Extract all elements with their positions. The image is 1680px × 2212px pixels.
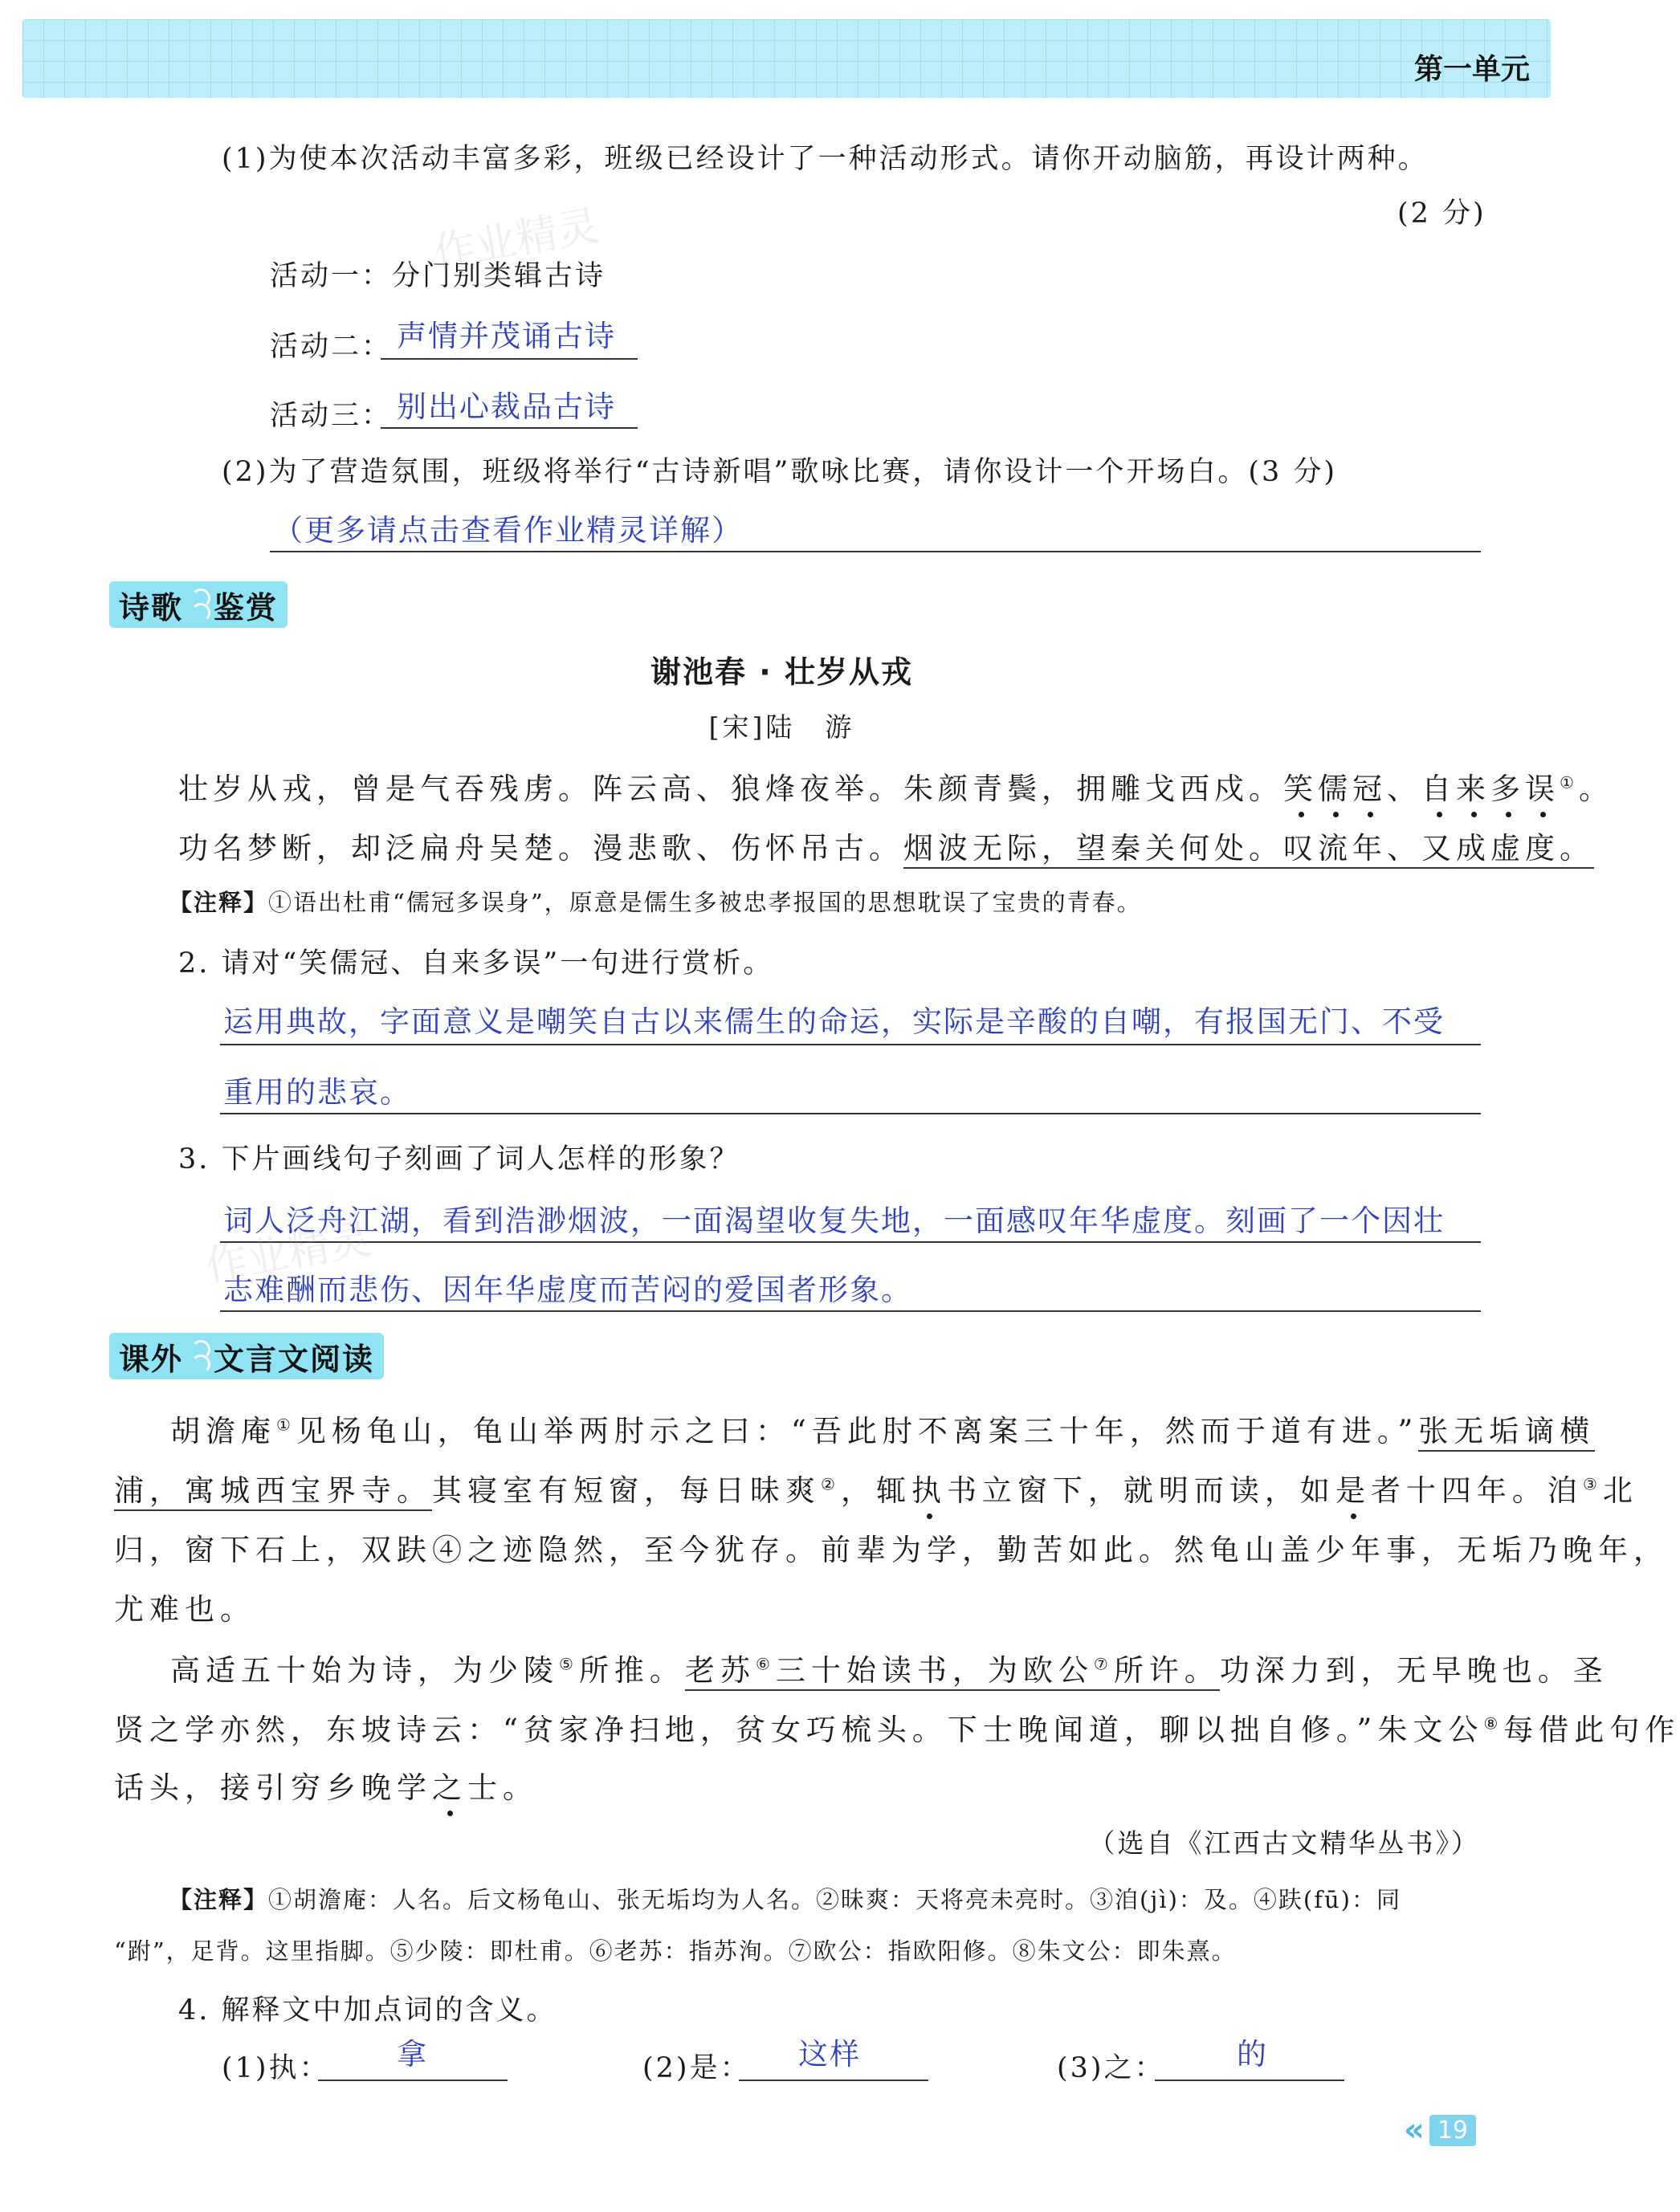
dotted-char: 冠 bbox=[1352, 772, 1387, 806]
poem-line-1-text: 壮岁从戎，曾是气吞残虏。阵云高、狼烽夜举。朱颜青鬓，拥雕戈西戍。 bbox=[178, 772, 1283, 806]
poetry-q2-answer-line-2: 重用的悲哀。 bbox=[223, 1075, 411, 1110]
passage-text: 功深力到，无早晚也。圣 bbox=[1219, 1653, 1609, 1688]
poem-punct: 、 bbox=[1387, 772, 1421, 806]
passage-note-line-2: “跗”，足背。这里指脚。⑤少陵：即杜甫。⑥老苏：指苏洵。⑦欧公：指欧阳修。⑧朱文公：即朱熹。 bbox=[114, 1937, 1237, 1965]
q4-3-answer: 的 bbox=[1237, 2037, 1268, 2071]
passage-text: 其寝室有短窗，每日昧爽 bbox=[432, 1473, 821, 1508]
poetry-question-3: 3. 下片画线句子刻画了词人怎样的形象？ bbox=[178, 1143, 740, 1175]
passage-note-line-1 bbox=[169, 1882, 1401, 1915]
q4-3-label: (3)之： bbox=[1057, 2052, 1165, 2084]
footnote-mark: ① bbox=[276, 1415, 296, 1435]
dotted-char: 是 bbox=[1335, 1473, 1371, 1508]
dotted-char: 笑 bbox=[1283, 772, 1318, 806]
poem-line-1-end: 。 bbox=[1578, 772, 1613, 806]
q4-2-answer: 这样 bbox=[798, 2037, 861, 2071]
poetry-q2-answer-line-1: 运用典故，字面意义是嘲笑自古以来儒生的命运，实际是辛酸的自嘲，有报国无门、不受 bbox=[223, 1004, 1445, 1039]
passage-text: 士。 bbox=[467, 1770, 538, 1805]
poem-line-1 bbox=[178, 764, 1613, 808]
passage-text: 贤之学亦然，东坡诗云：“贫家净扫地，贫女巧梳头。下士晚闻道，聊以拙自修。”朱文公 bbox=[114, 1713, 1484, 1747]
activity-3-blank bbox=[381, 427, 638, 429]
activity-q1-score: (2 分) bbox=[1397, 198, 1486, 230]
q4-2-label: (2)是： bbox=[642, 2052, 751, 2084]
q4-1-answer: 拿 bbox=[397, 2037, 428, 2071]
classical-question-4: 4. 解释文中加点词的含义。 bbox=[178, 1994, 557, 2027]
header-band bbox=[22, 19, 1551, 98]
passage-text: 胡澹庵 bbox=[170, 1414, 276, 1448]
passage-text: 见杨龟山，龟山举两肘示之曰：“吾此肘不离案三十年，然而于道有进。” bbox=[296, 1414, 1419, 1448]
activity-3-label: 活动三： bbox=[270, 400, 393, 432]
activity-question-2: (2)为了营造氛围，班级将举行“古诗新唱”歌咏比赛，请你设计一个开场白。(3 分) bbox=[222, 456, 1338, 488]
poetry-q3-answer-line-1: 词人泛舟江湖，看到浩渺烟波，一面渴望收复失地，一面感叹年华虚度。刻画了一个因壮 bbox=[223, 1204, 1445, 1238]
q4-1-blank bbox=[318, 2080, 508, 2081]
passage-text: 高适五十始为诗，为少陵 bbox=[170, 1653, 559, 1688]
passage-underlined-sentence: 张无垢谪横 bbox=[1418, 1414, 1595, 1452]
passage-p1-line-2 bbox=[114, 1466, 1638, 1509]
poetry-q3-answer-line-2: 志难酬而悲伤、因年华虚度而苦闷的爱国者形象。 bbox=[223, 1273, 912, 1307]
passage-p2-line-1 bbox=[170, 1646, 1609, 1689]
activity-question-1: (1)为使本次活动丰富多彩，班级已经设计了一种活动形式。请你开动脑筋，再设计两种。 bbox=[222, 143, 1429, 175]
activity-2-answer: 声情并茂诵古诗 bbox=[397, 319, 616, 353]
footnote-mark: ⑧ bbox=[1483, 1713, 1504, 1733]
chevron-left-icon: « bbox=[1404, 2112, 1418, 2149]
passage-note-text: ①胡澹庵：人名。后文杨龟山、张无垢均为人名。②昧爽：天将亮未亮时。③洎(jì)：及。④趺(fū)：同 bbox=[268, 1886, 1401, 1913]
dotted-char: 误 bbox=[1525, 772, 1560, 806]
footnote-mark: ③ bbox=[1582, 1474, 1603, 1494]
dotted-char: 来 bbox=[1456, 772, 1490, 806]
activity-q2-answer[interactable]: （更多请点击查看作业精灵详解） bbox=[273, 513, 743, 548]
poem-line-2 bbox=[178, 824, 1594, 867]
dotted-char: 多 bbox=[1490, 772, 1525, 806]
section-tag-poetry-a: 诗歌 bbox=[119, 589, 184, 625]
passage-p2-line-3 bbox=[114, 1763, 538, 1807]
dotted-char: 儒 bbox=[1318, 772, 1352, 806]
activity-2-blank bbox=[381, 358, 638, 360]
section-tag-classical-a: 课外 bbox=[119, 1341, 184, 1377]
poetry-q2-blank-1 bbox=[220, 1044, 1481, 1045]
q4-3-blank bbox=[1155, 2080, 1344, 2081]
section-tag-classical bbox=[109, 1333, 384, 1379]
section-tag-classical-b: 文言文阅读 bbox=[214, 1341, 375, 1377]
passage-p1-line-3: 归，窗下石上，双趺④之迹隐然，至今犹存。前辈为学，勤苦如此。然龟山盖少年事，无垢乃晚年， bbox=[114, 1533, 1669, 1567]
passage-text: ，辄 bbox=[840, 1473, 911, 1508]
poem-note bbox=[169, 885, 1142, 918]
dotted-char: 执 bbox=[911, 1473, 947, 1508]
footnote-mark: ① bbox=[1560, 772, 1579, 792]
passage-text: 所推。 bbox=[578, 1653, 685, 1688]
passage-text: 者十四年。洎 bbox=[1370, 1473, 1583, 1508]
footnote-mark: ⑥ bbox=[755, 1654, 776, 1674]
passage-text: 每借此句作 bbox=[1503, 1713, 1680, 1747]
passage-text: 书立窗下，就明而读，如 bbox=[946, 1473, 1335, 1508]
q4-2-blank bbox=[739, 2080, 928, 2081]
activity-2-label: 活动二： bbox=[270, 331, 393, 363]
passage-text: 老苏 bbox=[684, 1653, 756, 1688]
note-label: 【注释】 bbox=[169, 1886, 269, 1913]
section-separator-icon bbox=[188, 587, 209, 622]
activity-q2-blank bbox=[270, 551, 1481, 552]
poetry-q3-blank-2 bbox=[220, 1310, 1481, 1312]
passage-underlined-sentence: 浦，寓城西宝界寺。 bbox=[114, 1473, 432, 1511]
passage-text: 所许。 bbox=[1113, 1653, 1220, 1688]
dotted-char: 自 bbox=[1421, 772, 1456, 806]
poem-author: [宋]陆 游 bbox=[708, 711, 855, 743]
poetry-q3-blank-1 bbox=[220, 1241, 1481, 1243]
passage-p1-line-4: 尤难也。 bbox=[114, 1592, 255, 1627]
passage-underlined-sentence bbox=[685, 1653, 1220, 1691]
section-tag-poetry bbox=[109, 581, 287, 628]
footnote-mark: ② bbox=[821, 1474, 841, 1494]
watermark: 作业精灵 bbox=[202, 1215, 375, 1292]
poetry-q2-blank-2 bbox=[220, 1113, 1481, 1114]
activity-3-answer: 别出心裁品古诗 bbox=[397, 389, 616, 424]
footnote-mark: ⑦ bbox=[1093, 1654, 1114, 1674]
page-number-badge bbox=[1404, 2113, 1481, 2147]
page-number: 19 bbox=[1429, 2115, 1476, 2146]
footnote-mark: ⑤ bbox=[559, 1654, 579, 1674]
poem-underlined-sentence: 烟波无际，望秦关何处。叹流年、又成虚度。 bbox=[903, 831, 1594, 869]
poem-line-2-text: 功名梦断，却泛扁舟吴楚。漫悲歌、伤怀吊古。 bbox=[178, 831, 903, 866]
poem-note-text: ①语出杜甫“儒冠多误身”，原意是儒生多被忠孝报国的思想耽误了宝贵的青春。 bbox=[268, 889, 1142, 916]
dotted-char: 之 bbox=[432, 1770, 467, 1805]
passage-text: 北 bbox=[1602, 1473, 1638, 1508]
section-tag-poetry-b: 鉴赏 bbox=[214, 589, 279, 625]
activity-1: 活动一：分门别类辑古诗 bbox=[270, 260, 606, 292]
watermark: 作业精灵 bbox=[430, 202, 603, 279]
poetry-question-2: 2. 请对“笑儒冠、自来多误”一句进行赏析。 bbox=[178, 947, 774, 980]
passage-p2-line-2 bbox=[114, 1705, 1680, 1749]
passage-p1-line-1 bbox=[170, 1407, 1595, 1450]
section-separator-icon bbox=[188, 1338, 209, 1374]
passage-text: 话头，接引穷乡晚学 bbox=[114, 1770, 432, 1805]
passage-source: （选自《江西古文精华丛书》） bbox=[1088, 1827, 1480, 1859]
unit-title: 第一单元 bbox=[1413, 53, 1530, 86]
q4-1-label: (1)执： bbox=[222, 2052, 330, 2084]
poem-title: 谢池春 · 壮岁从戎 bbox=[650, 654, 913, 690]
note-label: 【注释】 bbox=[169, 889, 269, 916]
passage-text: 三十始读书，为欧公 bbox=[775, 1653, 1094, 1688]
